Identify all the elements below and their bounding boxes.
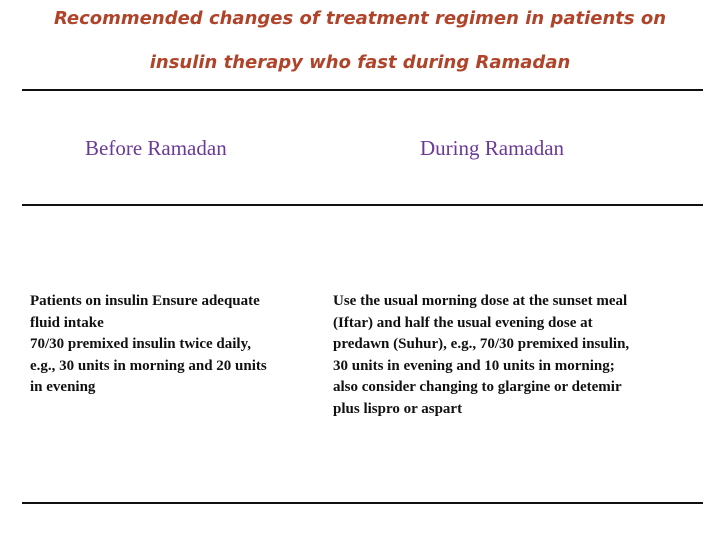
column-header-before-ramadan: Before Ramadan [85, 136, 227, 160]
cell-text-line: 70/30 premixed insulin twice daily, [30, 336, 251, 352]
cell-text-line: 30 units in evening and 10 units in morning; [333, 357, 615, 374]
table-bottom-rule [22, 502, 703, 504]
slide-title-line-1: Recommended changes of treatment regimen in patients on [53, 8, 667, 29]
table-top-rule [22, 89, 703, 91]
table-cell-before-ramadan [30, 291, 330, 399]
cell-text-line: Patients on insulin Ensure adequate [30, 293, 260, 309]
table-header-rule [22, 204, 703, 206]
cell-text-line: e.g., 30 units in morning and 20 units [30, 357, 267, 374]
cell-text-line: in evening [30, 379, 96, 395]
cell-text-line: also consider changing to glargine or detemir [333, 379, 622, 395]
cell-text-line: Use the usual morning dose at the sunset meal [333, 293, 628, 309]
cell-text-line: plus lispro or aspart [333, 400, 463, 417]
cell-text-line: predawn (Suhur), e.g., 70/30 premixed insulin, [333, 336, 630, 352]
cell-text-line: (Iftar) and half the usual evening dose at [333, 314, 593, 331]
slide-title-line-2: insulin therapy who fast during Ramadan [149, 52, 571, 73]
cell-text-line: fluid intake [30, 314, 104, 331]
column-header-during-ramadan: During Ramadan [420, 136, 565, 160]
table-cell-during-ramadan [333, 291, 703, 420]
